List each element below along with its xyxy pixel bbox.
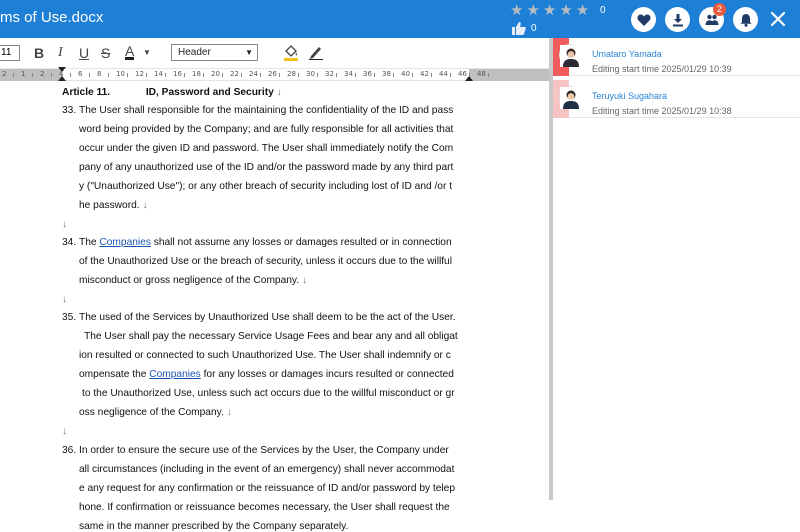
download-button[interactable]: [665, 7, 690, 32]
ruler-tick: [203, 73, 204, 77]
paragraph-line: The User shall responsible for the maintaining the confidentiality of the ID and pass: [79, 105, 454, 116]
article-number: Article 11.: [62, 87, 111, 98]
ruler-tick: [393, 73, 394, 77]
ruler-number: 26: [268, 70, 277, 78]
favorite-button[interactable]: [631, 7, 656, 32]
ruler-number: 1: [21, 70, 26, 78]
ruler-tick: [317, 73, 318, 77]
star-icon[interactable]: ★: [542, 2, 557, 19]
editing-start-time: Editing start time 2025/01/29 10:39: [592, 64, 732, 74]
paragraph-mark: ↓: [142, 200, 148, 211]
chevron-down-icon[interactable]: ▼: [143, 48, 151, 57]
ruler-number: 4: [59, 70, 64, 78]
font-size-select[interactable]: [0, 45, 20, 61]
paragraph-text: for any losses or damages incurs resulted or connected: [200, 369, 454, 380]
ruler-number: 6: [78, 70, 83, 78]
pen-icon[interactable]: [309, 44, 323, 60]
ruler-number: 16: [173, 70, 182, 78]
paragraph-text: ompensate the: [79, 369, 150, 380]
ruler-number: 18: [192, 70, 201, 78]
ruler-number: 2: [2, 70, 7, 78]
editor-card[interactable]: [553, 80, 800, 118]
paragraph-line: all circumstances (including in the event of an emergency) shall never accommodat: [79, 464, 455, 475]
ruler-tick: [70, 73, 71, 77]
ruler-tick: [298, 73, 299, 77]
document-editor: [0, 38, 549, 532]
avatar: [559, 44, 581, 66]
notifications-button[interactable]: [733, 7, 758, 32]
paragraph-line: [79, 275, 307, 286]
paragraph-mark: ↓: [62, 426, 68, 437]
paragraph-line: ion resulted or connected to such Unauthorized Use. The User shall indemnify or c: [79, 350, 451, 361]
avatar: [559, 86, 581, 108]
paragraph-line: [79, 407, 232, 418]
ruler-number: 20: [211, 70, 220, 78]
top-bar: [0, 0, 800, 38]
ruler-tick: [32, 73, 33, 77]
ruler-number: 32: [325, 70, 334, 78]
fill-color-icon[interactable]: [283, 44, 299, 61]
ruler-number: 2: [40, 70, 45, 78]
paragraph-text: misconduct or gross negligence of the Company.: [79, 275, 300, 286]
ruler-tick: [241, 73, 242, 77]
ruler-number: 22: [230, 70, 239, 78]
user-avatar-icon: [560, 87, 582, 109]
ruler-number: 44: [439, 70, 448, 78]
ruler-margin-left: [0, 69, 62, 81]
ruler-number: 8: [97, 70, 102, 78]
ruler-tick: [260, 73, 261, 77]
italic-icon[interactable]: I: [58, 45, 63, 60]
paragraph-line: e any request for any confirmation or the reissuance of ID and/or password by telep: [79, 483, 456, 494]
ruler-number: 34: [344, 70, 353, 78]
strikethrough-icon[interactable]: S: [101, 45, 111, 61]
ruler-tick: [279, 73, 280, 77]
star-icon[interactable]: ★: [510, 2, 524, 19]
ruler-tick: [336, 73, 337, 77]
ruler-number: 40: [401, 70, 410, 78]
editors-panel: [553, 38, 800, 500]
document-title: ms of Use.docx: [0, 9, 104, 26]
ruler-tick: [89, 73, 90, 77]
ruler-tick: [374, 73, 375, 77]
paragraph-line: hone. If confirmation or reissuance becomes necessary, the User shall request the: [79, 502, 450, 513]
editor-name[interactable]: Umataro Yamada: [592, 49, 662, 59]
formatting-toolbar: [0, 38, 549, 68]
bold-icon[interactable]: B: [34, 45, 45, 61]
ruler-tick: [469, 73, 470, 77]
star-icon[interactable]: ★: [575, 2, 590, 19]
ruler-number: 48: [477, 70, 486, 78]
ruler-number: 14: [154, 70, 163, 78]
paragraph-line: [79, 237, 452, 248]
paragraph-line: to the Unauthorized Use, unless such act occurs due to the willful misconduct or gr: [82, 388, 455, 399]
ruler-number: 38: [382, 70, 391, 78]
paragraph-line: same in the manner prescribed by the Company separately.: [79, 521, 349, 532]
paragraph-text: he password.: [79, 200, 140, 211]
bell-icon: [739, 13, 753, 27]
user-avatar-icon: [560, 45, 582, 67]
list-number: 34.: [62, 237, 77, 248]
star-icon[interactable]: ★: [526, 2, 540, 19]
ruler-number: 36: [363, 70, 372, 78]
font-size-value: 11: [1, 47, 12, 58]
ruler-tick: [184, 73, 185, 77]
heart-icon: [637, 13, 651, 27]
paragraph-line: y ("Unauthorized Use"); or any other breach of security including lost of ID and /or t: [79, 181, 453, 192]
ruler-tick: [488, 73, 489, 77]
rating-count: 0: [600, 5, 606, 16]
paragraph-mark: ↓: [276, 87, 282, 98]
notification-badge: 2: [713, 3, 726, 16]
ruler-tick: [165, 73, 166, 77]
document-page[interactable]: [0, 81, 549, 532]
editor-card[interactable]: [553, 38, 800, 76]
paragraph-line: pany of any unauthorized use of the ID and/or the password made by any third part: [79, 162, 454, 173]
chevron-down-icon: ▼: [245, 48, 253, 57]
ruler-tick: [355, 73, 356, 77]
ruler-tick: [146, 73, 147, 77]
ruler-number: 46: [458, 70, 467, 78]
paragraph-line: [79, 369, 454, 380]
font-color-icon[interactable]: A: [125, 43, 135, 59]
download-icon: [671, 13, 685, 27]
ruler-tick: [450, 73, 451, 77]
ruler-tick: [108, 73, 109, 77]
paragraph-mark: ↓: [62, 294, 68, 305]
list-number: 36.: [62, 445, 77, 456]
paragraph-mark: ↓: [226, 407, 232, 418]
article-title: ID, Password and Security: [145, 87, 274, 98]
paragraph-mark: ↓: [301, 275, 308, 286]
paragraph-line: The used of the Services by Unauthorized Use shall deem to be the act of the User.: [79, 312, 456, 323]
ruler-number: 30: [306, 70, 315, 78]
editing-start-time: Editing start time 2025/01/29 10:38: [592, 106, 732, 116]
ruler-number: 12: [135, 70, 144, 78]
paragraph-line: [79, 200, 148, 211]
companies-link[interactable]: Companies: [99, 237, 151, 248]
ruler-tick: [222, 73, 223, 77]
ruler-tick: [127, 73, 128, 77]
paragraph-text: shall not assume any losses or damages resulted or in connection: [150, 237, 452, 248]
paragraph-line: of the Unauthorized Use or the breach of security, unless it occurs due to the willful: [79, 256, 452, 267]
list-number: 35.: [62, 312, 77, 323]
ruler-tick: [51, 73, 52, 77]
paragraph-line: In order to ensure the secure use of the Services by the User, the Company under: [79, 445, 449, 456]
paragraph-text: oss negligence of the Company.: [79, 407, 224, 418]
editor-name[interactable]: Teruyuki Sugahara: [592, 91, 668, 101]
paragraph-mark: ↓: [62, 219, 68, 230]
paragraph-line: The User shall pay the necessary Service Usage Fees and bear any and all obligat: [84, 331, 458, 342]
star-icon[interactable]: ★: [559, 2, 573, 19]
ruler-number: 24: [249, 70, 258, 78]
list-number: 33.: [62, 105, 77, 116]
underline-icon[interactable]: U: [79, 45, 90, 61]
article-heading: [62, 87, 282, 98]
paragraph-style-value: Header: [178, 47, 211, 58]
ruler-tick: [13, 73, 14, 77]
thumbs-up-icon[interactable]: [512, 22, 526, 35]
paragraph-style-select[interactable]: [171, 44, 258, 61]
paragraph-line: word being provided by the Company; and are fully responsible for all activities that: [79, 124, 454, 135]
companies-link[interactable]: Companies: [149, 369, 201, 380]
close-icon[interactable]: [766, 7, 790, 31]
ruler-number: 10: [116, 70, 125, 78]
ruler: [0, 68, 549, 81]
paragraph-text: The: [79, 237, 100, 248]
ruler-number: 28: [287, 70, 296, 78]
ruler-tick: [412, 73, 413, 77]
paragraph-line: occur under the given ID and password. The User shall immediately notify the Com: [79, 143, 454, 154]
ruler-number: 42: [420, 70, 429, 78]
ruler-tick: [431, 73, 432, 77]
star-rating[interactable]: [510, 3, 589, 18]
like-count: 0: [531, 23, 537, 34]
